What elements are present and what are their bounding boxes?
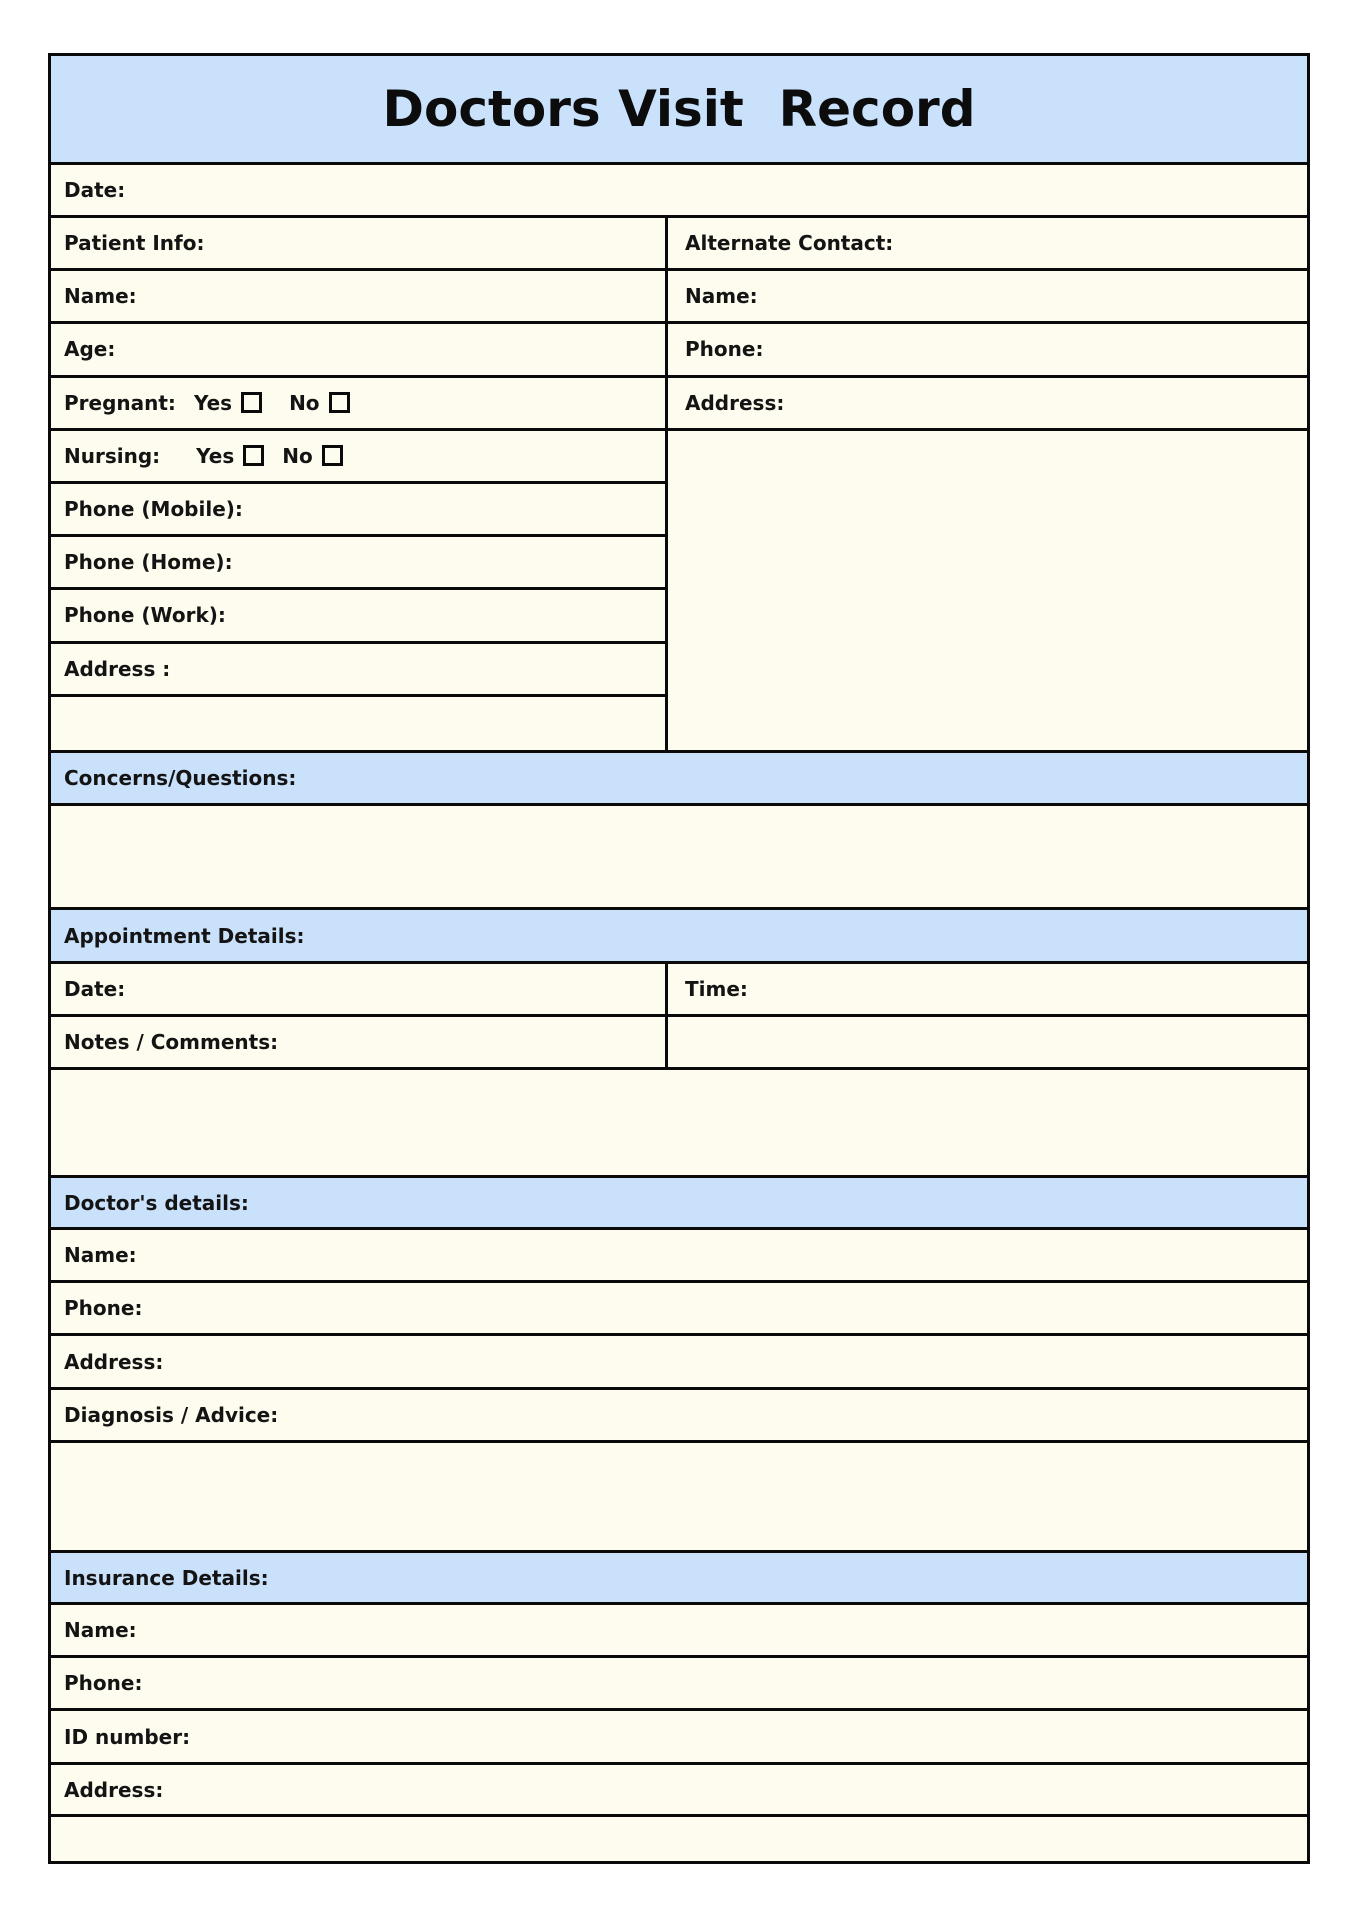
appointment-time-field[interactable] [668, 964, 1307, 1017]
alt-contact-address-field[interactable] [668, 378, 1307, 431]
patient-address-write-area[interactable] [51, 697, 665, 750]
notes-comments-field[interactable] [51, 1017, 665, 1067]
insurance-id-label: ID number: [64, 1724, 191, 1749]
notes-comments-write-area[interactable] [51, 1070, 1307, 1178]
doctor-phone-field[interactable] [51, 1283, 1307, 1336]
insurance-section-header [51, 1553, 1307, 1605]
form-title: Doctors Visit Record [382, 80, 976, 138]
pregnant-yes-label: Yes [193, 390, 233, 415]
appointment-time-write-area[interactable] [668, 1017, 1307, 1067]
insurance-address-field[interactable] [51, 1765, 1307, 1817]
doctors-visit-record-form [48, 53, 1310, 1864]
patient-address-label: Address : [64, 656, 171, 681]
form-title-band [51, 56, 1307, 165]
insurance-id-field[interactable] [51, 1711, 1307, 1765]
diagnosis-advice-write-area[interactable] [51, 1443, 1307, 1553]
phone-work-label: Phone (Work): [64, 603, 226, 628]
pregnant-no-checkbox[interactable] [329, 392, 350, 413]
appointment-section-label: Appointment Details: [64, 923, 305, 948]
insurance-address-write-area[interactable] [51, 1817, 1307, 1861]
phone-work-field[interactable] [51, 590, 665, 643]
alt-contact-phone-label: Phone: [685, 337, 764, 362]
pregnant-yes-checkbox[interactable] [241, 392, 262, 413]
concerns-section-label: Concerns/Questions: [64, 766, 297, 790]
patient-age-field[interactable] [51, 324, 665, 377]
pregnant-field [51, 378, 665, 431]
doctor-name-field[interactable] [51, 1230, 1307, 1283]
alt-contact-name-label: Name: [685, 284, 758, 309]
patient-info-header [51, 218, 665, 271]
nursing-field [51, 431, 665, 484]
visit-date-label: Date: [64, 178, 126, 202]
visit-date-field[interactable] [51, 165, 1307, 218]
concerns-write-area[interactable] [51, 806, 1307, 910]
phone-mobile-field[interactable] [51, 484, 665, 537]
insurance-phone-field[interactable] [51, 1658, 1307, 1711]
doctor-address-label: Address: [64, 1349, 164, 1374]
diagnosis-advice-field[interactable] [51, 1390, 1307, 1443]
alternate-contact-header [668, 218, 1307, 271]
nursing-no-checkbox[interactable] [322, 445, 343, 466]
nursing-yes-label: Yes [196, 443, 235, 468]
appointment-date-label: Date: [64, 977, 126, 1002]
doctor-name-label: Name: [64, 1243, 137, 1267]
appointment-right-column [668, 964, 1307, 1067]
insurance-address-label: Address: [64, 1777, 164, 1802]
doctor-section-header [51, 1178, 1307, 1230]
doctor-section-label: Doctor's details: [64, 1190, 249, 1215]
patient-address-field[interactable] [51, 644, 665, 697]
diagnosis-advice-label: Diagnosis / Advice: [64, 1403, 279, 1427]
concerns-section-header [51, 753, 1307, 806]
nursing-no-label: No [282, 443, 313, 468]
insurance-phone-label: Phone: [64, 1671, 143, 1695]
appointment-section-header [51, 910, 1307, 964]
appointment-date-field[interactable] [51, 964, 665, 1017]
doctor-phone-label: Phone: [64, 1296, 143, 1320]
phone-mobile-label: Phone (Mobile): [64, 497, 243, 522]
appointment-time-label: Time: [685, 977, 748, 1002]
alt-contact-phone-field[interactable] [668, 324, 1307, 377]
appointment-left-column [51, 964, 668, 1067]
alt-contact-address-write-area[interactable] [668, 431, 1307, 750]
doctor-address-field[interactable] [51, 1336, 1307, 1390]
pregnant-label: Pregnant: [64, 390, 176, 415]
patient-info-header-label: Patient Info: [64, 231, 205, 256]
patient-section [51, 218, 1307, 753]
nursing-label: Nursing: [64, 443, 161, 468]
insurance-name-field[interactable] [51, 1605, 1307, 1658]
insurance-name-label: Name: [64, 1618, 137, 1642]
alternate-contact-header-label: Alternate Contact: [685, 231, 894, 256]
patient-name-field[interactable] [51, 271, 665, 324]
nursing-yes-checkbox[interactable] [243, 445, 264, 466]
alt-contact-address-label: Address: [685, 390, 785, 415]
pregnant-no-label: No [289, 390, 320, 415]
appointment-grid [51, 964, 1307, 1070]
insurance-section-label: Insurance Details: [64, 1565, 269, 1590]
patient-name-label: Name: [64, 284, 137, 309]
phone-home-field[interactable] [51, 537, 665, 590]
notes-comments-label: Notes / Comments: [64, 1030, 279, 1055]
alternate-contact-column [668, 218, 1307, 750]
alt-contact-name-field[interactable] [668, 271, 1307, 324]
patient-info-column [51, 218, 668, 750]
patient-age-label: Age: [64, 337, 116, 362]
phone-home-label: Phone (Home): [64, 550, 233, 575]
